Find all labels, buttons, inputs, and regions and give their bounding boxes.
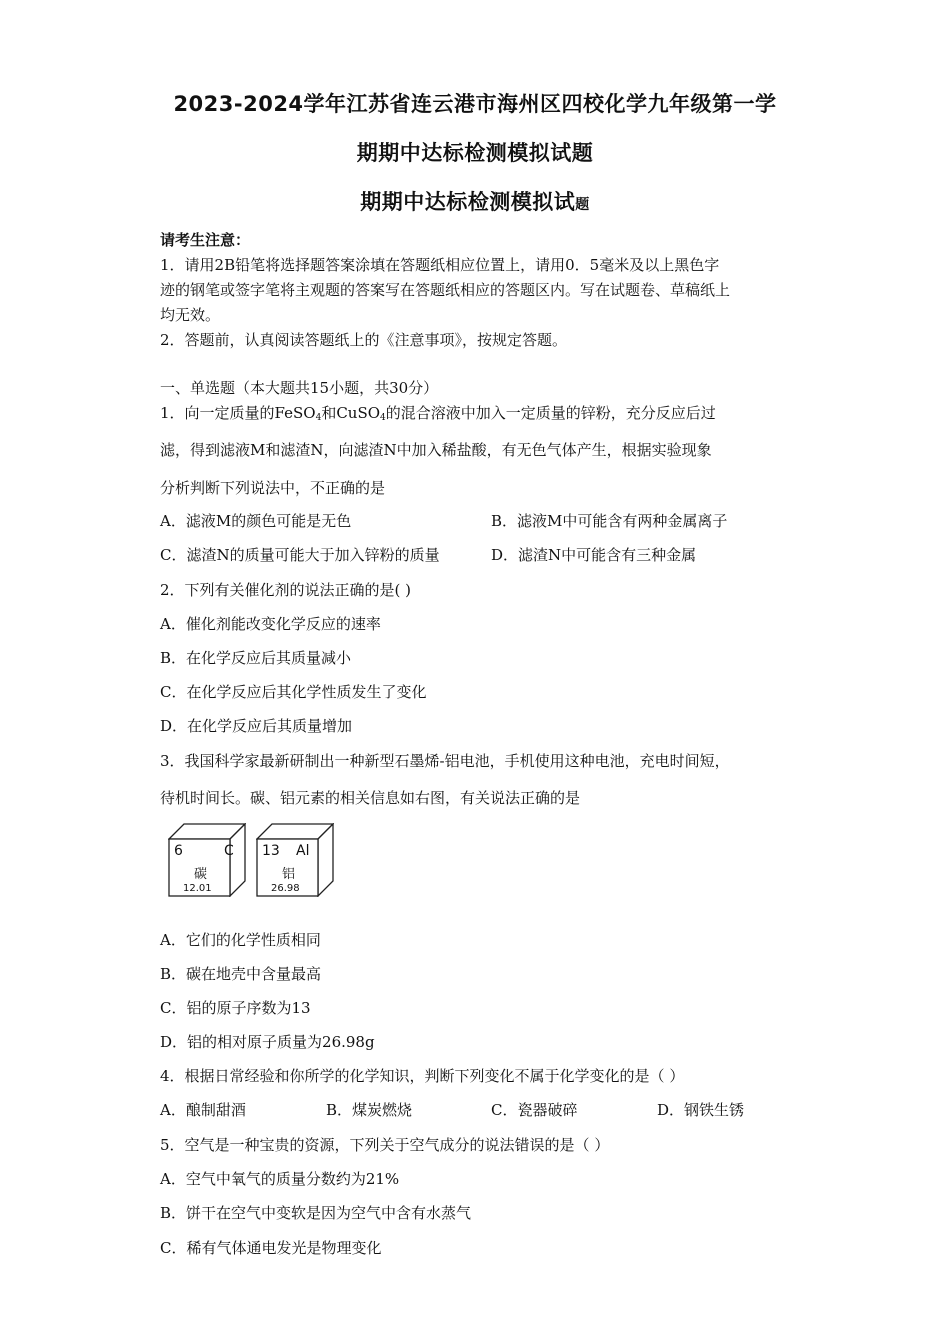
- q1-option-c: C．滤渣N的质量可能大于加入锌粉的质量: [160, 546, 440, 564]
- q5-option-b: B．饼干在空气中变软是因为空气中含有水蒸气: [160, 1204, 472, 1222]
- aluminum-name: 铝: [282, 867, 296, 882]
- q4-option-b: B．煤炭燃烧: [326, 1101, 413, 1119]
- q2-option-c: C．在化学反应后其化学性质发生了变化: [160, 683, 427, 701]
- q1-option-a: A．滤液M的颜色可能是无色: [160, 512, 352, 530]
- section-heading: 一、单选题（本大题共15小题，共30分）: [160, 379, 439, 397]
- q3-stem-line-1: 3．我国科学家最新研制出一种新型石墨烯-铝电池，手机使用这种电池，充电时间短，: [160, 752, 730, 770]
- q3-option-d: D．铝的相对原子质量为26.98g: [160, 1033, 375, 1051]
- q5-stem: 5．空气是一种宝贵的资源，下列关于空气成分的说法错误的是（ ）: [160, 1136, 610, 1154]
- notice-item-2: 2．答题前，认真阅读答题纸上的《注意事项》，按规定答题。: [160, 331, 568, 349]
- aluminum-element-card: [256, 823, 334, 897]
- q3-option-a: A．它们的化学性质相同: [160, 931, 321, 949]
- q3-stem-line-2: 待机时间长。碳、铝元素的相关信息如右图，有关说法正确的是: [160, 789, 581, 807]
- carbon-atomic-mass: 12.01: [183, 883, 212, 894]
- q1-stem-line-2: 滤，得到滤液M和滤渣N，向滤渣N中加入稀盐酸，有无色气体产生，根据实验现象: [160, 441, 712, 459]
- q2-option-b: B．在化学反应后其质量减小: [160, 649, 352, 667]
- carbon-symbol: C: [224, 843, 234, 859]
- q5-option-a: A．空气中氧气的质量分数约为21%: [160, 1170, 400, 1188]
- aluminum-symbol: Al: [296, 843, 310, 859]
- q1-option-b: B．滤液M中可能含有两种金属离子: [491, 512, 728, 530]
- q2-option-d: D．在化学反应后其质量增加: [160, 717, 353, 735]
- title-line-1: 2023-2024学年江苏省连云港市海州区四校化学九年级第一学: [173, 92, 777, 116]
- q3-option-c: C．铝的原子序数为13: [160, 999, 311, 1017]
- q3-option-b: B．碳在地壳中含量最高: [160, 965, 322, 983]
- carbon-atomic-number: 6: [174, 843, 183, 859]
- q1-stem-line-3: 分析判断下列说法中，不正确的是: [160, 479, 386, 497]
- carbon-name: 碳: [194, 867, 208, 882]
- q2-option-a: A．催化剂能改变化学反应的速率: [160, 615, 381, 633]
- title-line-2: 期期中达标检测模拟试题: [356, 141, 594, 165]
- q4-stem: 4．根据日常经验和你所学的化学知识，判断下列变化不属于化学变化的是（ ）: [160, 1067, 685, 1085]
- notice-item-1a: 1．请用2B铅笔将选择题答案涂填在答题纸相应位置上，请用0．5毫米及以上黑色字: [160, 256, 720, 274]
- title-line-3: 期期中达标检测模拟试题: [360, 190, 590, 214]
- q2-stem: 2．下列有关催化剂的说法正确的是( ): [160, 581, 412, 599]
- notice-heading: 请考生注意：: [160, 231, 251, 249]
- q1-option-d: D．滤渣N中可能含有三种金属: [491, 546, 697, 564]
- q4-option-c: C．瓷器破碎: [491, 1101, 578, 1119]
- q4-option-d: D．钢铁生锈: [657, 1101, 745, 1119]
- aluminum-atomic-number: 13: [262, 843, 280, 859]
- q5-option-c: C．稀有气体通电发光是物理变化: [160, 1239, 382, 1257]
- q1-stem-line-1: 1．向一定质量的FeSO$_4$和CuSO$_4$的混合溶液中加入一定质量的锌粉，充分反应后过: [160, 404, 716, 423]
- notice-item-1b: 迹的钢笔或签字笔将主观题的答案写在答题纸相应的答题区内。写在试题卷、草稿纸上: [160, 281, 731, 299]
- q4-option-a: A．酿制甜酒: [160, 1101, 246, 1119]
- aluminum-atomic-mass: 26.98: [271, 883, 300, 894]
- notice-item-1c: 均无效。: [160, 306, 221, 324]
- carbon-element-card: [168, 823, 246, 897]
